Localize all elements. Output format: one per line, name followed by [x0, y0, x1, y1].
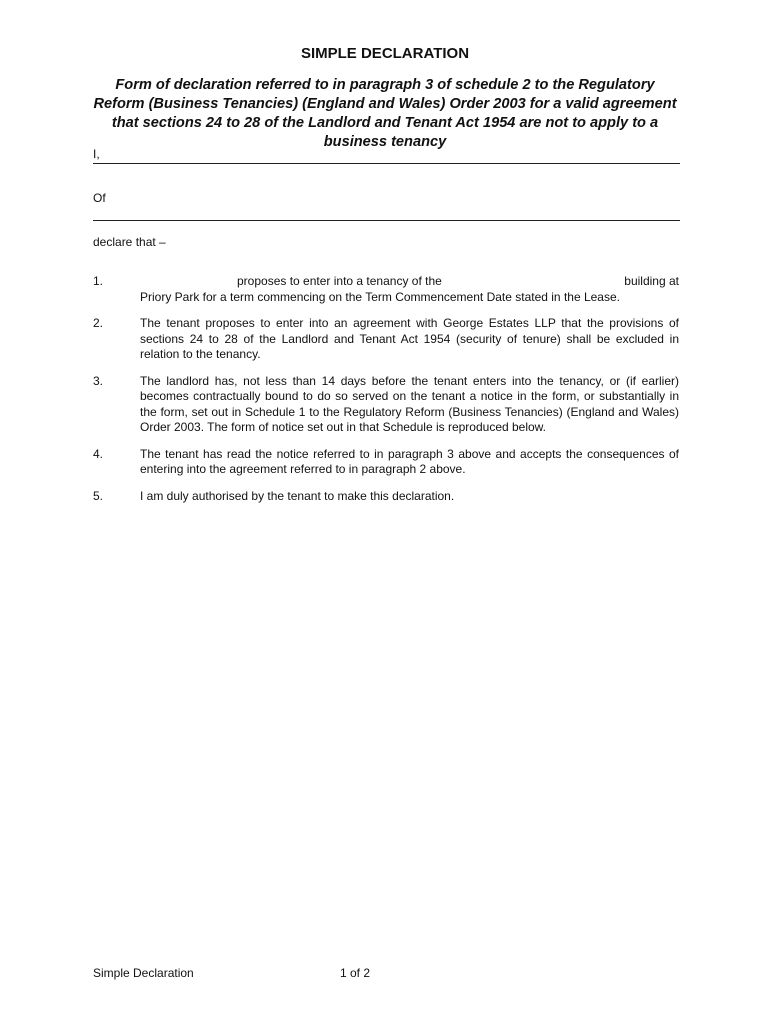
declarant-address-label: Of	[93, 191, 106, 205]
list-item	[93, 274, 679, 305]
item-text: The tenant proposes to enter into an agreement with George Estates LLP that the provisions of sections 24 to 28 of the Landlord and Tenant Act 1954 (security of tenure) shall be excluded in relation to the tenancy.	[140, 316, 679, 361]
item-text: The landlord has, not less than 14 days before the tenant enters into the tenancy, or (if earlier) becomes contractually bound to do so served on the tenant a notice in the form, or substantially in the form, set out in Schedule 1 to the Regulatory Reform (Business Tenancies) (England and Wales) Order 2003. The form of notice set out in that Schedule is reproduced below.	[140, 373, 679, 434]
item-1-text-b: building at	[624, 274, 679, 288]
declarant-name-field[interactable]	[93, 147, 680, 164]
item-number: 4.	[93, 446, 104, 461]
list-item	[93, 447, 679, 478]
footer-document-name: Simple Declaration	[93, 966, 194, 980]
item-text: The tenant has read the notice referred to in paragraph 3 above and accepts the consequences of entering into the agreement referred to in paragraph 2 above.	[140, 446, 679, 476]
item-number: 1.	[93, 274, 104, 288]
list-item	[93, 374, 679, 436]
item-number: 5.	[93, 488, 104, 503]
item-number: 3.	[93, 373, 104, 388]
document-title: SIMPLE DECLARATION	[300, 45, 470, 62]
declarant-name-label: I,	[93, 147, 100, 161]
footer-page-number: 1 of 2	[340, 966, 371, 980]
declarant-address-field[interactable]	[93, 191, 680, 221]
item-number: 2.	[93, 316, 104, 330]
item-text: I am duly authorised by the tenant to make this declaration.	[140, 488, 455, 503]
document-subtitle: Form of declaration referred to in paragraph 3 of schedule 2 to the Regulatory Reform (Business Tenancies) (England and Wales) Order 2003 for a valid agreement that sections 24 to 28 of the Landlord and Tenant Act 1954 are not to apply to a business tenancy	[93, 77, 677, 150]
list-item	[93, 489, 679, 505]
declaration-list	[93, 274, 679, 515]
item-1-text-a: proposes to enter into a tenancy of the	[237, 274, 442, 288]
item-1-text-rest: Priory Park for a term commencing on the Term Commencement Date stated in the Lease.	[140, 289, 620, 304]
list-item	[93, 316, 679, 363]
declare-that-text: declare that –	[93, 235, 166, 249]
